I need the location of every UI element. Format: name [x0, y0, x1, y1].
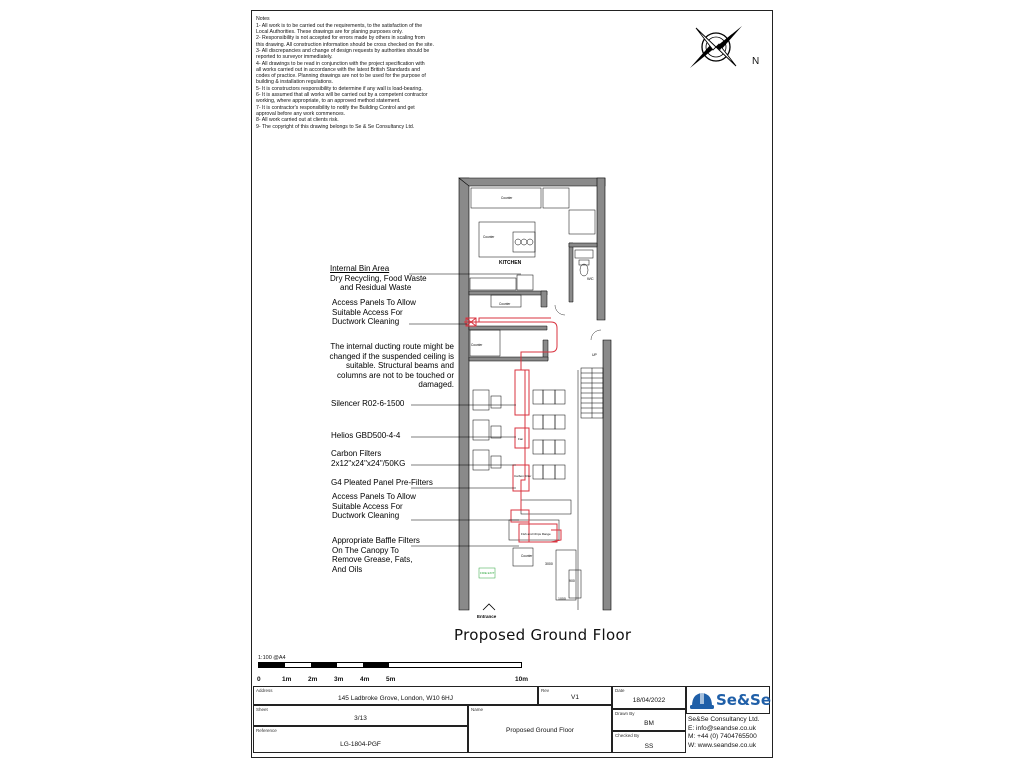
- address-cell: [253, 686, 538, 705]
- scale-tick: 1m: [282, 676, 292, 683]
- carbon-filter-label: Carbon Filter: [514, 474, 532, 478]
- dining-area: [473, 390, 571, 514]
- kitchen-divider-wall: [469, 291, 547, 295]
- callout-baffle-filters: [332, 536, 420, 574]
- up-label: UP: [592, 353, 597, 357]
- mid-wall: [469, 357, 548, 361]
- checked-by-value: SS: [644, 743, 654, 750]
- dim-3000-label: 3000: [545, 562, 553, 566]
- date-cell: [612, 686, 686, 709]
- mid-partition: [469, 326, 547, 330]
- wc-wall-top: [569, 243, 597, 247]
- callout-helios: [331, 431, 400, 441]
- company-logo: [686, 686, 770, 714]
- counter-mid-label: Counter: [483, 235, 495, 239]
- callout-line: The internal ducting route might be: [330, 342, 454, 351]
- wc-label: WC: [587, 276, 594, 281]
- drawn-by-label: Drawn By: [615, 711, 635, 716]
- notes-line: 7- It is contractor's responsibility to notify the Building Control and get: [256, 104, 415, 111]
- callout-line: Suitable Access For: [332, 501, 403, 511]
- notes-line: 3- All discrepancies and change of design requests by authorities should be: [256, 47, 430, 54]
- scale-tick: 4m: [360, 676, 370, 683]
- company-web: W: www.seandse.co.uk: [688, 742, 757, 750]
- notes-line: all works carried out in accordance with the latest British Standards and: [256, 66, 421, 73]
- callout-line: Ductwork Cleaning: [332, 317, 400, 326]
- reference-cell: [253, 726, 468, 753]
- callout-g4-filters: [331, 478, 433, 488]
- door-swings: [555, 305, 601, 340]
- fire-exit-label: FIRE EXIT: [480, 571, 495, 575]
- notes-line: 5- It is constructors responsibility to determine if any wall is load-bearing.: [256, 85, 423, 92]
- address-label: Address: [256, 688, 273, 693]
- logo-text: Se&Se: [716, 691, 772, 709]
- date-label: Date: [615, 688, 625, 693]
- notes-line: 2- Responsibility is not accepted for errors made by others in scaling from: [256, 35, 425, 42]
- callout-line: Internal Bin Area: [330, 264, 390, 273]
- dim-900-label: 900: [569, 579, 575, 583]
- callout-line: Remove Grease, Fats,: [332, 555, 413, 564]
- fan-label: Fan: [518, 437, 524, 441]
- callout-access-panels-2: [332, 492, 416, 521]
- callout-line: suitable. Structural beams and: [345, 361, 454, 370]
- scale-tick: 5m: [386, 676, 396, 683]
- notes-line: 9- The copyright of this drawing belongs to Se & Se Consultancy Ltd.: [256, 123, 415, 130]
- north-label: N: [752, 56, 760, 67]
- drawn-by-value: BM: [644, 720, 654, 727]
- notes-line: approval before any work commences.: [256, 110, 346, 117]
- callout-access-panels-1: [332, 298, 416, 327]
- callout-line: damaged.: [418, 380, 454, 389]
- fish-chips-label: Fish and Chips Range: [521, 532, 551, 536]
- right-wall-upper: [597, 178, 605, 320]
- counter-side-label: Counter: [521, 554, 533, 558]
- notes-line: Local Authorities. These drawings are for planing purposes only.: [256, 29, 403, 36]
- callout-bin-area: [330, 264, 427, 293]
- counter-top-label: Counter: [501, 196, 513, 200]
- company-contact: [688, 716, 759, 751]
- company-email: E: info@seandse.co.uk: [688, 724, 756, 732]
- checked-by-label: Checked By: [615, 733, 640, 738]
- notes-line: this drawing. All construction information should be cross checked on the site.: [256, 41, 434, 48]
- drawn-by-cell: [612, 709, 686, 731]
- notes-line: working, where appropriate, to an approved method statement.: [256, 98, 401, 105]
- scale-tick: 10m: [515, 676, 529, 683]
- entrance-arrow-icon: [483, 604, 495, 610]
- drawing-title: Proposed Ground Floor: [454, 626, 632, 644]
- callout-carbon-filters: [331, 449, 405, 468]
- rev-cell: [538, 686, 612, 705]
- counter-lower-label: Counter: [471, 343, 483, 347]
- notes-heading: Notes: [256, 16, 270, 22]
- callout-line: changed if the suspended ceiling is: [329, 351, 454, 361]
- notes-line: 8- All work carried out at clients risk.: [256, 117, 339, 124]
- callout-line: On The Canopy To: [332, 545, 399, 555]
- scale-tick: 3m: [334, 676, 344, 683]
- scale-tick: 2m: [308, 676, 318, 683]
- duct-route: [464, 318, 561, 542]
- left-wall: [459, 178, 469, 610]
- callout-line: And Oils: [332, 564, 363, 574]
- company-name: Se&Se Consultancy Ltd.: [688, 716, 760, 723]
- name-cell: [468, 705, 612, 753]
- scale-label: 1:100 @A4: [258, 655, 286, 661]
- staircase: [578, 368, 603, 610]
- scale-bar: [258, 662, 522, 668]
- notes-line: reported to surveyor immediately.: [256, 54, 333, 61]
- rev-label: Rev: [541, 688, 550, 693]
- wc-wall: [569, 243, 573, 302]
- entrance-label: Entrance: [477, 614, 497, 619]
- name-label: Name: [471, 707, 484, 712]
- reference-value: LG-1804-PGF: [340, 741, 381, 748]
- date-value: 18/04/2022: [632, 697, 666, 704]
- notes-line: 6- It is assumed that all works will be carried out by a competent contractor: [256, 92, 428, 99]
- callout-ducting-note: [326, 342, 454, 390]
- notes-line: codes of practice. Planning drawings are not to be used for the purpose of: [256, 73, 426, 80]
- reference-label: Reference: [256, 728, 277, 733]
- notes-line: 1- All work is to be carried out the requirements, to the satisfaction of the: [256, 22, 423, 29]
- callout-line: Appropriate Baffle Filters: [332, 536, 420, 545]
- counter-small-label: Counter: [499, 302, 511, 306]
- scale-tick: 0: [257, 676, 261, 683]
- callout-line: and Residual Waste: [340, 283, 412, 292]
- sheet-label: Sheet: [256, 707, 268, 712]
- address-value: 145 Ladbroke Grove, London, W10 6HJ: [338, 695, 453, 702]
- callout-line: Silencer R02-6-1500: [331, 399, 405, 408]
- callout-line: columns are not to be touched or: [337, 370, 454, 380]
- callout-line: Dry Recycling, Food Waste: [330, 273, 427, 283]
- rev-value: V1: [571, 694, 579, 701]
- callout-line: Carbon Filters: [331, 449, 382, 458]
- sheet-value: 3/13: [354, 715, 367, 722]
- checked-by-cell: [612, 731, 686, 753]
- wc-fixtures: [575, 250, 593, 276]
- callout-line: 2x12"x24"x24"/50KG: [331, 458, 406, 468]
- name-value: Proposed Ground Floor: [506, 727, 574, 734]
- callout-line: Access Panels To Allow: [332, 492, 416, 501]
- callout-line: Helios GBD500-4-4: [331, 431, 401, 440]
- helmet-logo-icon: [689, 689, 715, 713]
- callout-silencer: [331, 399, 404, 409]
- kitchen-counters: [470, 188, 595, 356]
- sheet-cell: [253, 705, 468, 726]
- kitchen-label: KITCHEN: [499, 260, 522, 266]
- top-wall: [459, 178, 605, 186]
- divider-post-1: [541, 291, 547, 307]
- notes-line: 4- All drawings to be read in conjunction with the project specification with: [256, 60, 425, 67]
- right-wall-lower: [603, 340, 611, 610]
- callout-line: Access Panels To Allow: [332, 298, 416, 307]
- dim-1000-label: 1000: [558, 597, 566, 601]
- callout-line: Suitable Access For: [332, 307, 403, 317]
- company-phone: M: +44 (0) 7404765500: [688, 733, 757, 741]
- callout-line: Ductwork Cleaning: [332, 511, 400, 520]
- notes-line: building & installation regulations.: [256, 79, 333, 86]
- callout-line: G4 Pleated Panel Pre-Filters: [331, 478, 433, 487]
- floor-plan: [251, 10, 773, 620]
